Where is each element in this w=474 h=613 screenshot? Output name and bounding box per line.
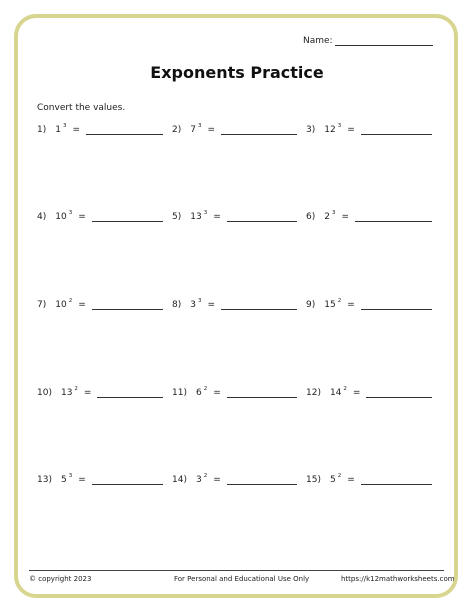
problem-base: 10 (55, 300, 67, 310)
problem-exponent: 2 (203, 473, 208, 479)
problem-expression (324, 212, 335, 222)
problem-expression (330, 475, 341, 485)
problem-item (172, 384, 297, 398)
problem-number: 9) (306, 300, 316, 310)
problem-item (37, 121, 163, 135)
problem-item (306, 384, 432, 398)
equals-sign: = (347, 475, 355, 485)
problem-item (306, 121, 432, 135)
answer-line[interactable] (97, 387, 163, 398)
footer-site[interactable]: https://k12mathworksheets.com (341, 575, 455, 583)
problem-item (172, 296, 297, 310)
problem-expression (190, 300, 201, 310)
problem-exponent: 2 (337, 298, 342, 304)
problem-base: 13 (190, 212, 202, 222)
problem-exponent: 2 (203, 386, 208, 392)
problem-number: 2) (172, 125, 182, 135)
equals-sign: = (83, 388, 92, 398)
problem-base: 1 (55, 125, 61, 135)
problem-base: 6 (195, 388, 202, 398)
problem-number: 13) (37, 475, 52, 485)
problem-number: 6) (306, 212, 316, 222)
problem-item (306, 296, 432, 310)
problem-base: 10 (55, 212, 67, 222)
name-input-line[interactable] (335, 36, 433, 46)
footer-usage: For Personal and Educational Use Only (174, 575, 310, 583)
problem-exponent: 3 (68, 473, 73, 479)
equals-sign: = (347, 125, 355, 135)
problem-exponent: 2 (68, 298, 73, 304)
equals-sign: = (341, 212, 350, 222)
problem-exponent: 3 (68, 210, 73, 216)
problem-expression (55, 212, 72, 222)
problem-expression (61, 388, 78, 398)
footer-copyright: © copyright 2023 (29, 575, 92, 583)
problem-number: 5) (172, 212, 182, 222)
problem-exponent: 3 (203, 210, 208, 216)
problem-base: 15 (324, 300, 336, 310)
problem-base: 5 (329, 475, 336, 485)
problem-expression (55, 300, 72, 310)
problem-item (37, 384, 163, 398)
problem-expression (190, 125, 201, 135)
equals-sign: = (352, 388, 361, 398)
answer-line[interactable] (92, 474, 163, 485)
equals-sign: = (213, 475, 221, 485)
problem-item (172, 471, 297, 485)
problem-exponent: 2 (337, 473, 342, 479)
problem-item (306, 208, 432, 222)
problem-item (306, 471, 432, 485)
name-field (303, 36, 433, 46)
problem-number: 11) (172, 388, 187, 398)
problem-expression (330, 388, 347, 398)
problem-number: 12) (306, 388, 321, 398)
problem-expression (61, 475, 72, 485)
problem-exponent: 3 (197, 123, 202, 129)
problem-number: 4) (37, 212, 47, 222)
answer-line[interactable] (92, 299, 163, 310)
problem-number: 1) (37, 125, 47, 135)
answer-line[interactable] (366, 387, 432, 398)
page-title: Exponents Practice (150, 63, 324, 82)
problem-number: 15) (306, 475, 321, 485)
problem-base: 12 (324, 125, 336, 135)
answer-line[interactable] (361, 474, 432, 485)
problem-expression (196, 475, 207, 485)
answer-line[interactable] (227, 474, 297, 485)
problem-item (37, 471, 163, 485)
instructions: Convert the values. (37, 103, 126, 113)
answer-line[interactable] (221, 124, 297, 135)
equals-sign: = (207, 300, 216, 310)
answer-line[interactable] (92, 211, 163, 222)
problem-base: 7 (190, 125, 196, 135)
problem-base: 13 (60, 388, 73, 398)
name-label: Name: (303, 36, 333, 46)
equals-sign: = (213, 212, 221, 222)
problem-number: 8) (172, 300, 182, 310)
problem-number: 7) (37, 300, 47, 310)
problem-expression (324, 300, 341, 310)
problem-number: 3) (306, 125, 316, 135)
answer-line[interactable] (227, 387, 297, 398)
answer-line[interactable] (86, 124, 163, 135)
problem-item (37, 208, 163, 222)
problem-exponent: 3 (197, 298, 202, 304)
problem-exponent: 2 (74, 386, 78, 392)
problem-base: 5 (60, 475, 67, 485)
equals-sign: = (213, 388, 221, 398)
footer-divider (29, 570, 444, 571)
equals-sign: = (78, 475, 86, 485)
equals-sign: = (78, 300, 86, 310)
problem-number: 10) (37, 388, 52, 398)
answer-line[interactable] (361, 299, 432, 310)
problem-item (172, 208, 297, 222)
problem-expression (55, 125, 66, 135)
problem-item (37, 296, 163, 310)
problem-expression (324, 125, 341, 135)
answer-line[interactable] (221, 299, 297, 310)
answer-line[interactable] (355, 211, 432, 222)
equals-sign: = (78, 212, 86, 222)
problem-base: 2 (324, 212, 330, 222)
problem-expression (196, 388, 207, 398)
problem-base: 3 (195, 475, 202, 485)
problem-expression (190, 212, 207, 222)
answer-line[interactable] (227, 211, 297, 222)
answer-line[interactable] (361, 124, 432, 135)
problem-number: 14) (172, 475, 187, 485)
problem-exponent: 3 (337, 123, 342, 129)
equals-sign: = (347, 300, 355, 310)
problem-base: 3 (190, 300, 196, 310)
problem-exponent: 3 (62, 123, 67, 129)
problem-exponent: 2 (343, 386, 347, 392)
equals-sign: = (72, 125, 81, 135)
problem-exponent: 3 (331, 210, 336, 216)
problem-base: 14 (329, 388, 342, 398)
problem-item (172, 121, 297, 135)
equals-sign: = (207, 125, 216, 135)
